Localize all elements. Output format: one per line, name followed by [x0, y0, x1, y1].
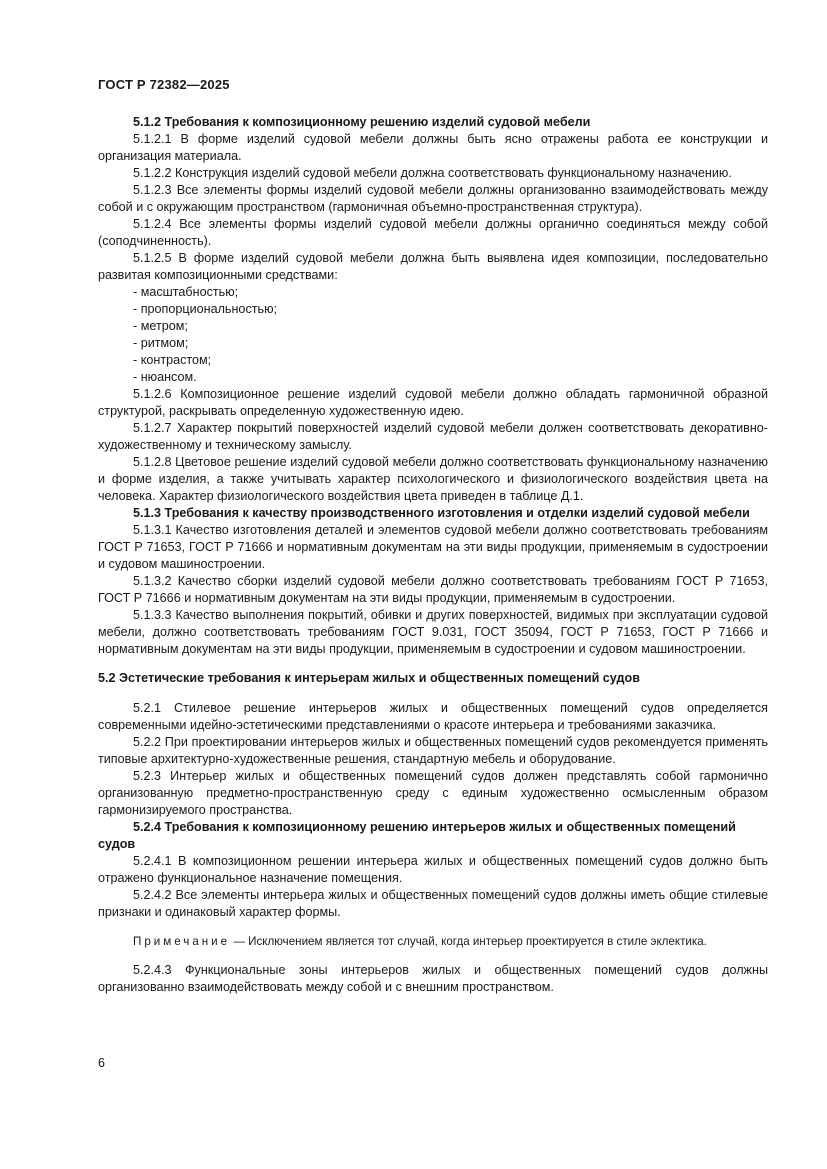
- paragraph-5-2-2: 5.2.2 При проектировании интерьеров жилых и общественных помещений судов рекомендуется применять типовые архитектурно-художественные решения, стандартную мебель и оборудование.: [98, 735, 768, 766]
- paragraph-5-1-2-3: 5.1.2.3 Все элементы формы изделий судовой мебели должны организованно взаимодействовать между собой и с окружающим пространством (гармоничная объемно-пространственная структура).: [98, 183, 768, 214]
- paragraph-5-1-3-3: 5.1.3.3 Качество выполнения покрытий, обивки и других поверхностей, видимых при эксплуатации судовой мебели, должно соответствовать требованиям ГОСТ 9.031, ГОСТ 35094, ГОСТ Р 71653, ГОСТ Р 71666 и нормативным документам на эти виды продукции, применяемым в судостроении и судовом машиностроении.: [98, 608, 768, 656]
- paragraph-5-1-2-1: 5.1.2.1 В форме изделий судовой мебели должны быть ясно отражены работа ее конструкции и организация материала.: [98, 132, 768, 163]
- paragraph-5-1-3-2: 5.1.3.2 Качество сборки изделий судовой мебели должно соответствовать требованиям ГОСТ Р 71653, ГОСТ Р 71666 и нормативным документам на эти виды продукции, применяемым в судостроении.: [98, 574, 768, 605]
- note-label: Примечание: [133, 935, 231, 948]
- paragraph-5-1-2-6: 5.1.2.6 Композиционное решение изделий судовой мебели должно обладать гармоничной образной структурой, раскрывать определенную художественную идею.: [98, 387, 768, 418]
- section-heading-5-1-3: 5.1.3 Требования к качеству производственного изготовления и отделки изделий судовой мебели: [133, 506, 750, 520]
- list-item: - контрастом;: [133, 352, 768, 369]
- paragraph-5-1-2-8: 5.1.2.8 Цветовое решение изделий судовой мебели должно соответствовать функциональному назначению и форме изделия, а также учитывать характер психологического и физиологического воздействия цвета на человека. Характер физиологического воздействия цвета приведен в таблице Д.1.: [98, 455, 768, 503]
- paragraph-5-1-2-2: 5.1.2.2 Конструкция изделий судовой мебели должна соответствовать функциональному назначению.: [133, 166, 732, 180]
- standard-header: ГОСТ Р 72382—2025: [98, 77, 230, 92]
- paragraph-5-1-3-1: 5.1.3.1 Качество изготовления деталей и элементов судовой мебели должно соответствовать требованиям ГОСТ Р 71653, ГОСТ Р 71666 и нормативным документам на эти виды продукции, применяемым в судостроении и судовом машиностроении.: [98, 523, 768, 571]
- paragraph-5-1-2-5: 5.1.2.5 В форме изделий судовой мебели должна быть выявлена идея композиции, последовательно развитая композиционными средствами:: [98, 251, 768, 282]
- paragraph-5-2-3: 5.2.3 Интерьер жилых и общественных помещений судов должен представлять собой гармонично организованную предметно-пространственную среду с единым художественно осмысленным образом гармонизируемого пространства.: [98, 769, 768, 817]
- page-number: 6: [98, 1056, 105, 1070]
- composition-means-list: [98, 284, 768, 386]
- list-item: - метром;: [133, 318, 768, 335]
- list-item: - масштабностью;: [133, 284, 768, 301]
- paragraph-5-1-2-7: 5.1.2.7 Характер покрытий поверхностей изделий судовой мебели должен соответствовать декоративно-художественному и техническому замыслу.: [98, 421, 768, 452]
- paragraph-5-1-2-4: 5.1.2.4 Все элементы формы изделий судовой мебели должны органично соединяться между собой (соподчиненность).: [98, 217, 768, 248]
- document-body: [98, 114, 768, 996]
- paragraph-5-2-1: 5.2.1 Стилевое решение интерьеров жилых и общественных помещений судов определяется современными идейно-эстетическими представлениями о красоте интерьера и требованиями заказчика.: [98, 701, 768, 732]
- note-text: — Исключением является тот случай, когда интерьер проектируется в стиле эклектика.: [230, 935, 707, 948]
- note: [98, 933, 768, 950]
- paragraph-5-2-4-3: 5.2.4.3 Функциональные зоны интерьеров жилых и общественных помещений судов должны организованно взаимодействовать между собой и с внешним пространством.: [98, 963, 768, 994]
- section-heading-5-2: 5.2 Эстетические требования к интерьерам жилых и общественных помещений судов: [98, 671, 640, 685]
- list-item: - нюансом.: [133, 369, 768, 386]
- list-item: - ритмом;: [133, 335, 768, 352]
- list-item: - пропорциональностью;: [133, 301, 768, 318]
- section-heading-5-2-4: 5.2.4 Требования к композиционному решению интерьеров жилых и общественных помещений судов: [98, 820, 736, 851]
- paragraph-5-2-4-1: 5.2.4.1 В композиционном решении интерьера жилых и общественных помещений судов должно быть отражено функциональное назначение помещения.: [98, 854, 768, 885]
- paragraph-5-2-4-2: 5.2.4.2 Все элементы интерьера жилых и общественных помещений судов должны иметь общие стилевые признаки и одинаковый характер формы.: [98, 888, 768, 919]
- section-heading-5-1-2: 5.1.2 Требования к композиционному решению изделий судовой мебели: [133, 115, 591, 129]
